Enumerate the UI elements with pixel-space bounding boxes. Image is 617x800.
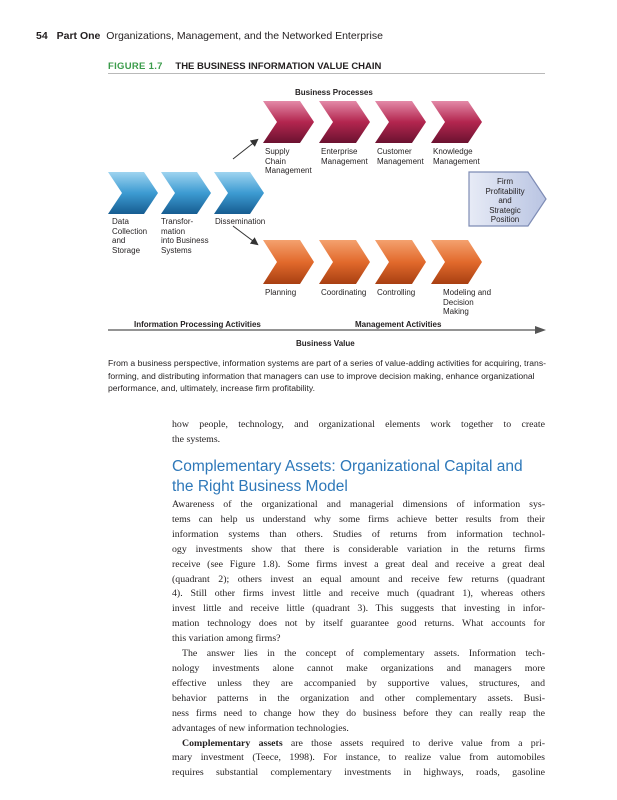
text-line: (quadrant 2); others invest an equal amount and receive few returns (quadrant [172, 573, 545, 585]
label-outcome: Firm Profitability and Strategic Position [485, 177, 525, 224]
figure-caption [108, 357, 548, 395]
label-enterprise-management: Enterprise Management [321, 147, 368, 166]
arrow-to-processes [233, 140, 257, 159]
chevron-coordinating [319, 240, 370, 284]
text-line: The answer lies in the concept of complementary assets. Information tech- [182, 648, 545, 660]
label-dissemination: Dissemination [215, 217, 266, 226]
caption-line: forming, and distributing information that managers can use to improve decision making, enhance organizational [108, 370, 535, 381]
label-supply-chain: Supply Chain Management [265, 147, 312, 175]
text-line: effective unless they are accompanied by supportive values, structures, and [172, 677, 545, 689]
section-heading [172, 457, 552, 496]
business-process-chevrons [263, 101, 482, 143]
text-line: Awareness of the organizational and managerial dimensions of information sys- [172, 499, 545, 510]
text-line: invest little and receive little (quadrant 3). This suggests that investing in infor- [172, 603, 545, 615]
label-transformation: Transfor- mation into Business Systems [161, 217, 209, 255]
text-line: Complementary assets are those assets required to derive value from a pri- [182, 737, 545, 749]
management-activities-label: Management Activities [355, 320, 442, 329]
chevron-knowledge [431, 101, 482, 143]
text-line: receive (see Figure 1.8). Some firms invest a great deal and receive a great deal [172, 558, 545, 570]
heading-line: the Right Business Model [172, 477, 348, 495]
text-line: nology investments alone cannot make organizations and managers more [172, 662, 545, 674]
body-text [172, 498, 545, 781]
text-line: this variation among firms? [172, 633, 281, 645]
text-line: ness firms need to change how they do business before they can really reap the [172, 707, 545, 719]
intro-paragraph [172, 418, 545, 448]
text-line: information systems than others. Studies of returns from information technol- [172, 528, 545, 540]
chevron-controlling [375, 240, 426, 284]
text-line: ogy investments show that there is considerable variation in the returns firms [172, 543, 545, 555]
paragraph-3 [172, 737, 545, 782]
text-line: advantages of new information technologies. [172, 722, 349, 734]
text-line: tems can help us understand why some firms achieve better results from their [172, 513, 545, 525]
info-processing-chevrons [108, 172, 264, 214]
label-customer-management: Customer Management [377, 147, 424, 166]
caption-line: From a business perspective, information systems are part of a series of value-adding activities for acquiring, trans- [108, 358, 546, 368]
key-term: Complementary assets [182, 737, 283, 749]
info-processing-label: Information Processing Activities [134, 320, 261, 329]
part-label: Part One [56, 30, 101, 42]
caption-line: performance, and, ultimately, increase firm profitability. [108, 383, 315, 394]
text-line: the systems. [172, 433, 221, 445]
text-line: 4). Still other firms invest little and receive much (quadrant 1), whereas others [172, 588, 545, 600]
figure-number: FIGURE 1.7 [108, 61, 163, 72]
arrow-to-management [233, 226, 257, 244]
business-value-arrowhead [535, 326, 546, 334]
chevron-enterprise [319, 101, 370, 143]
paragraph-2 [172, 647, 545, 736]
chevron-customer [375, 101, 426, 143]
figure-title: THE BUSINESS INFORMATION VALUE CHAIN [175, 61, 382, 72]
text-line: requires substantial complementary investments in highways, roads, gasoline [172, 767, 545, 779]
chevron-planning [263, 240, 314, 284]
label-modeling: Modeling and Decision Making [443, 288, 492, 316]
paragraph-1 [172, 498, 545, 647]
heading-line: Complementary Assets: Organizational Capital and [172, 458, 523, 475]
label-data-collection: Data Collection and Storage [112, 217, 148, 255]
label-planning: Planning [265, 288, 297, 297]
chevron-dissemination [214, 172, 264, 214]
text-line: how people, technology, and organizational elements work together to create [172, 419, 545, 430]
text-line: behavior patterns in the organization and other complementary assets. Busi- [172, 692, 545, 704]
chevron-modeling [431, 240, 482, 284]
business-processes-title: Business Processes [295, 88, 373, 97]
text-line: mation technology does not by itself guarantee good returns. What accounts for [172, 618, 545, 630]
chevron-transformation [161, 172, 211, 214]
label-coordinating: Coordinating [321, 288, 367, 297]
chevron-supply-chain [263, 101, 314, 143]
text-line: mary investment (Teece, 1998). For instance, to realize value from automobiles [172, 752, 545, 764]
page-number: 54 [36, 30, 48, 42]
business-value-label: Business Value [296, 339, 355, 348]
label-controlling: Controlling [377, 288, 416, 297]
chevron-data-collection [108, 172, 158, 214]
management-chevrons [263, 240, 482, 284]
header-title: Organizations, Management, and the Networked Enterprise [106, 30, 383, 42]
label-knowledge-management: Knowledge Management [433, 147, 480, 166]
